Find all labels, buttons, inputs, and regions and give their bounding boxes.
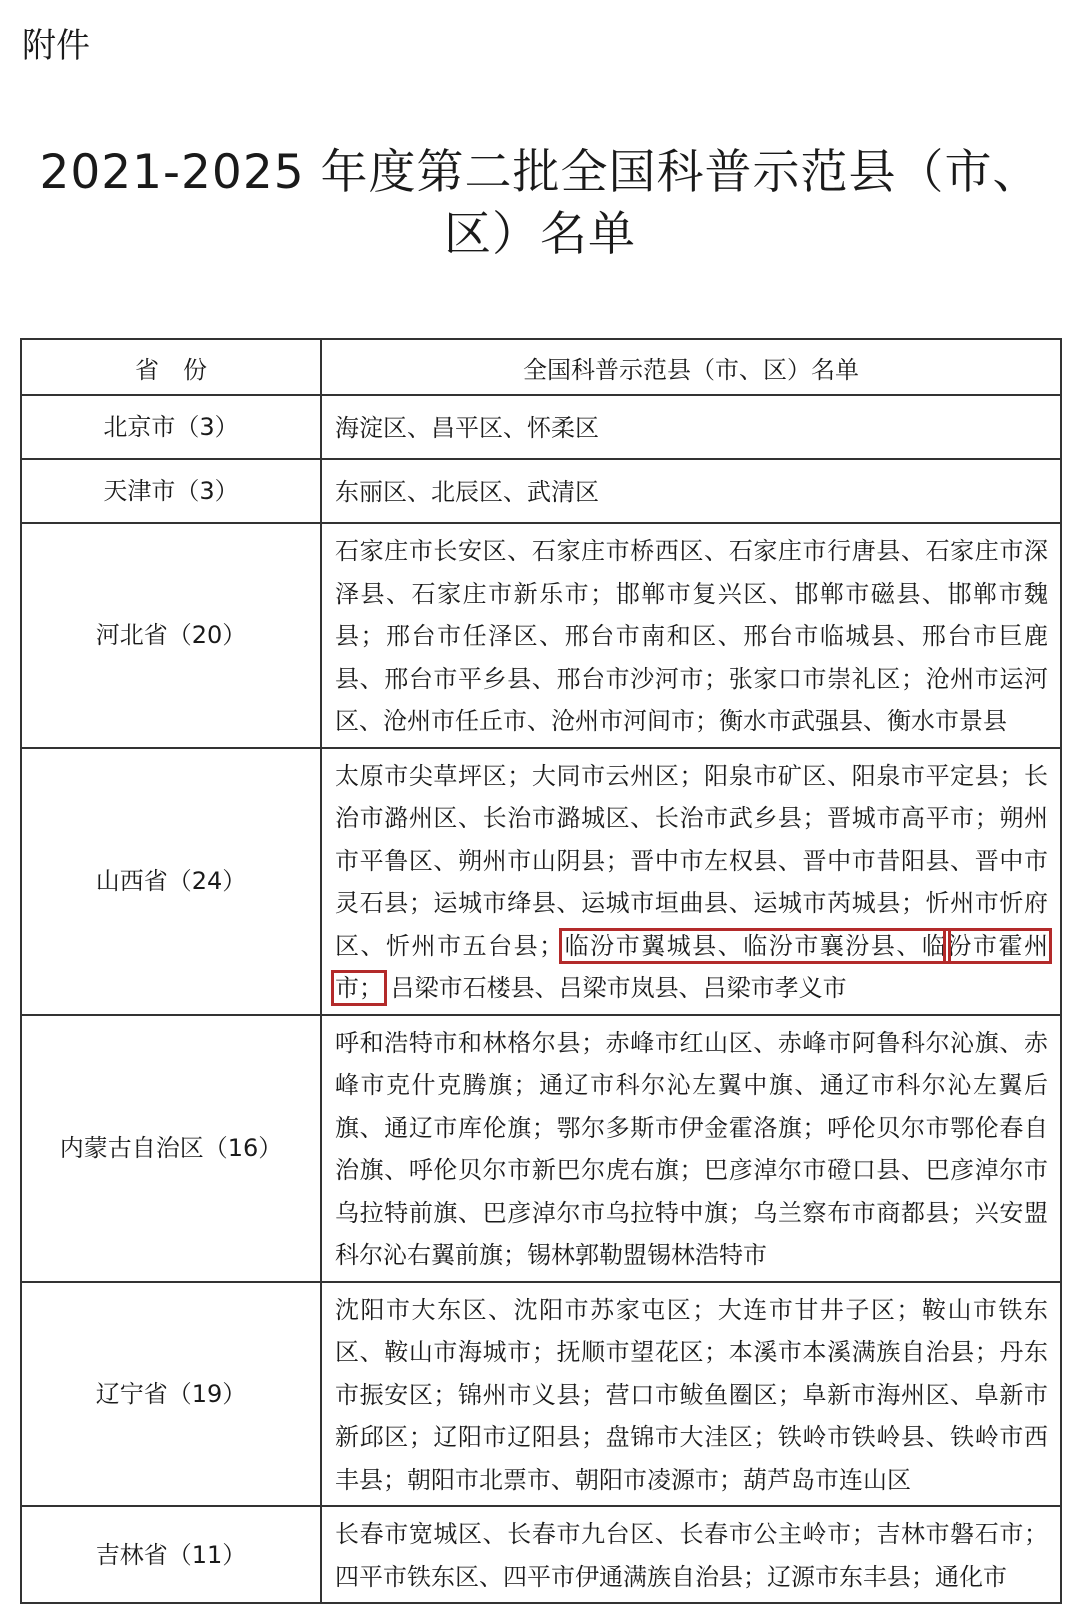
province-cell: 北京市（3） [21, 395, 321, 459]
areas-cell [321, 748, 1061, 1015]
attachment-label: 附件 [22, 26, 90, 66]
demo-county-table [20, 338, 1062, 1604]
table-row [21, 395, 1061, 459]
province-cell: 山西省（24） [21, 748, 321, 1015]
province-cell: 吉林省（11） [21, 1506, 321, 1603]
areas-cell: 东丽区、北辰区、武清区 [321, 459, 1061, 523]
title-line-2: 区）名单 [444, 207, 636, 262]
areas-cell: 石家庄市长安区、石家庄市桥西区、石家庄市行唐县、石家庄市深泽县、石家庄市新乐市；邯郸市复兴区、邯郸市磁县、邯郸市魏县；邢台市任泽区、邢台市南和区、邢台市临城县、邢台市巨鹿县、邢台市平乡县、邢台市沙河市；张家口市崇礼区；沧州市运河区、沧州市任丘市、沧州市河间市；衡水市武强县、衡水市景县 [321, 523, 1061, 748]
header-province: 省 份 [21, 339, 321, 395]
table-row [21, 459, 1061, 523]
areas-text: 吕梁市石楼县、吕梁市岚县、吕梁市孝义市 [390, 974, 847, 1002]
province-cell: 河北省（20） [21, 523, 321, 748]
table-row [21, 1015, 1061, 1282]
province-cell: 内蒙古自治区（16） [21, 1015, 321, 1282]
areas-cell: 长春市宽城区、长春市九台区、长春市公主岭市；吉林市磐石市；四平市铁东区、四平市伊通满族自治县；辽源市东丰县；通化市 [321, 1506, 1061, 1603]
header-list: 全国科普示范县（市、区）名单 [321, 339, 1061, 395]
areas-cell: 海淀区、昌平区、怀柔区 [321, 395, 1061, 459]
areas-cell: 呼和浩特市和林格尔县；赤峰市红山区、赤峰市阿鲁科尔沁旗、赤峰市克什克腾旗；通辽市科尔沁左翼中旗、通辽市科尔沁左翼后旗、通辽市库伦旗；鄂尔多斯市伊金霍洛旗；呼伦贝尔市鄂伦春自治旗、呼伦贝尔市新巴尔虎右旗；巴彦淖尔市磴口县、巴彦淖尔市乌拉特前旗、巴彦淖尔市乌拉特中旗；乌兰察布市商都县；兴安盟科尔沁右翼前旗；锡林郭勒盟锡林浩特市 [321, 1015, 1061, 1282]
areas-text: 太原市尖草坪区；大同市云州区；阳泉市矿区、阳泉市平定县；长治市潞州区、长治市潞城区、长治市武乡县；晋城市高平市；朔州市平鲁区、朔州市山阴县；晋中市左权县、晋中市昔阳县、晋中市灵石县；运城市绛县、运城市垣曲县、运城市芮城县；忻州市忻府区、忻州市五台县； [335, 761, 1048, 960]
highlighted-areas-box-2: 汾市霍州市； [335, 931, 1049, 1002]
province-cell: 天津市（3） [21, 459, 321, 523]
table-row [21, 1282, 1061, 1507]
title-line-1: 2021-2025 年度第二批全国科普示范县（市、 [39, 145, 1041, 200]
table-row [21, 1506, 1061, 1603]
province-cell: 辽宁省（19） [21, 1282, 321, 1507]
table-header-row [21, 339, 1061, 395]
table-row [21, 748, 1061, 1015]
table-row [21, 523, 1061, 748]
document-title [0, 142, 1080, 266]
areas-cell: 沈阳市大东区、沈阳市苏家屯区；大连市甘井子区；鞍山市铁东区、鞍山市海城市；抚顺市望花区；本溪市本溪满族自治县；丹东市振安区；锦州市义县；营口市鲅鱼圈区；阜新市海州区、阜新市新邱区；辽阳市辽阳县；盘锦市大洼区；铁岭市铁岭县、铁岭市西丰县；朝阳市北票市、朝阳市凌源市；葫芦岛市连山区 [321, 1282, 1061, 1507]
highlighted-areas-box-1: 临汾市翼城县、临汾市襄汾县、临 [563, 931, 948, 960]
